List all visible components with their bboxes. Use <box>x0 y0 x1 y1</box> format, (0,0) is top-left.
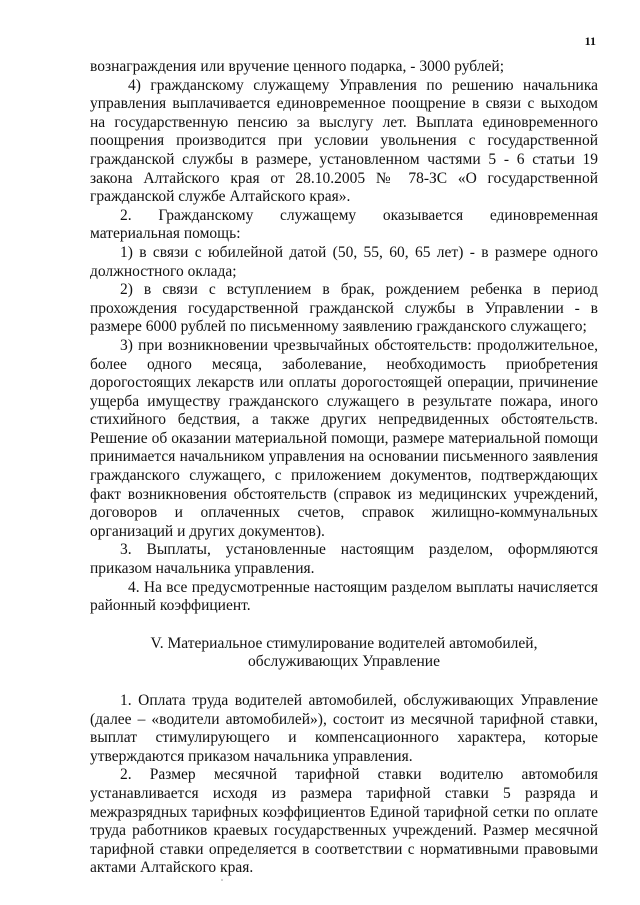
paragraph-reward-continuation: вознаграждения или вручение ценного подарка, - 3000 рублей; <box>90 58 505 75</box>
paragraph-aid-marriage-birth: 2) в связи с вступлением в брак, рождением ребенка в период прохождения государственной гражданской службы в Управлении - в размере 6000 рублей по письменному заявлению гражданского служащего; <box>90 281 598 336</box>
paragraph-aid-anniversary: 1) в связи с юбилейной датой (50, 55, 60, 65 лет) - в размере одного должностного оклада; <box>90 243 598 280</box>
paragraph-aid-emergency: 3) при возникновении чрезвычайных обстоятельств: продолжительное, более одного месяца, заболевание, необходимость приобретения дорогостоящих лекарств или оплаты дорогостоящей операции, причинение ущерба имуществу гражданского служащего в результате пожара, иного стихийного бедствия, а также других непредвиденных обстоятельств. Решение об оказании материальной помощи, размере материальной помощи принимается начальником управления на основании письменного заявления гражданского служащего, с приложением документов, подтверждающих факт возникновения обстоятельств (справок из медицинских учреждений, договоров и оплаченных счетов, справок жилищно-коммунальных организаций и других документов). <box>90 336 598 540</box>
document-body <box>90 58 598 878</box>
paragraph-drivers-tariff: 2. Размер месячной тарифной ставки водителю автомобиля устанавливается исходя из размера тарифной ставки 5 разряда и межразрядных тарифных коэффициентов Единой тарифной сетки по оплате труда работников краевых государственных учреждений. Размер месячной тарифной ставки определяется в соответствии с нормативными правовыми актами Алтайского края. <box>90 766 598 877</box>
section-heading-line-1: V. Материальное стимулирование водителей автомобилей, <box>150 634 538 652</box>
paragraph-regional-coefficient: 4. На все предусмотренные настоящим разделом выплаты начисляется районный коэффициент. <box>90 578 598 615</box>
paragraph-drivers-pay: 1. Оплата труда водителей автомобилей, обслуживающих Управление (далее – «водители автомобилей»), состоит из месячной тарифной ставки, выплат стимулирующего и компенсационного характера, которые утверждаются приказом начальника управления. <box>90 692 598 765</box>
section-heading-line-2: обслуживающих Управление <box>248 653 440 671</box>
paragraph-material-aid-intro: 2. Гражданскому служащему оказывается единовременная материальная помощь: <box>90 206 598 243</box>
scan-artifact-dot <box>221 879 223 881</box>
paragraph-retirement-bonus: 4) гражданскому служащему Управления по решению начальника управления выплачивается единовременное поощрение в связи с выходом на государственную пенсию за выслугу лет. Выплата единовременного поощрения производится при условии увольнения с государственной гражданской службы в размере, установленном частями 5 - 6 статьи 19 закона Алтайского края от 28.10.2005 № 78-ЗС «О государственной гражданской службе Алтайского края». <box>90 76 598 206</box>
page-number: 11 <box>584 34 596 48</box>
paragraph-payments-order: 3. Выплаты, установленные настоящим разделом, оформляются приказом начальника управления. <box>90 541 598 578</box>
section-heading <box>90 635 598 672</box>
